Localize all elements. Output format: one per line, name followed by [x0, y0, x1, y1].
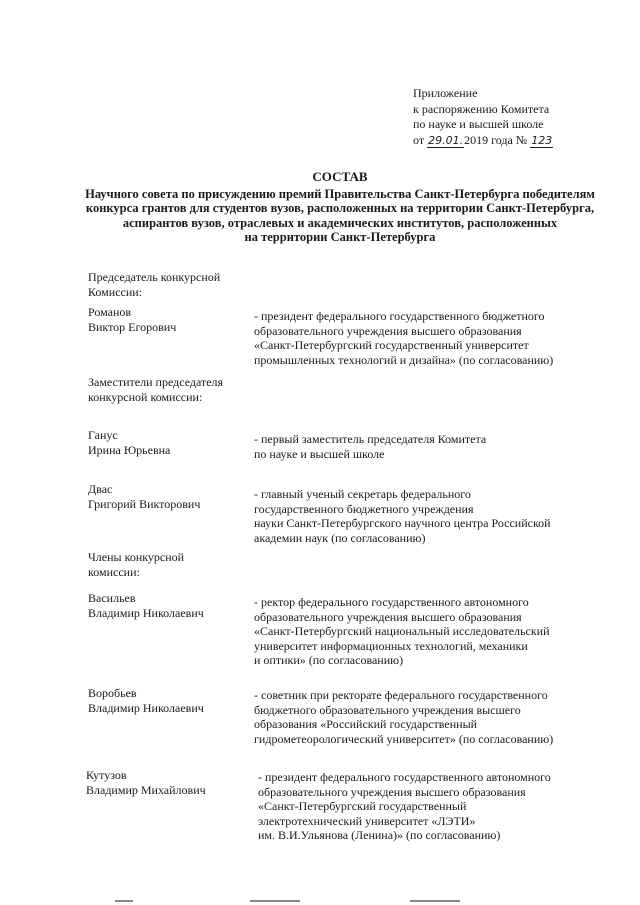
date-prefix: от	[413, 132, 425, 147]
member-description	[254, 487, 572, 545]
title-line: конкурса грантов для студентов вузов, расположенных на территории Санкт-Петербурга,	[85, 201, 595, 215]
desc-line: образовательного учреждения высшего образования	[254, 609, 522, 624]
member-description	[254, 595, 572, 668]
member-name	[88, 591, 204, 620]
member-description	[258, 770, 572, 843]
desc-line: гидрометеорологический университет» (по согласованию)	[254, 731, 554, 746]
member-given-names: Владимир Николаевич	[88, 700, 204, 715]
title-line: на территории Санкт-Петербурга	[244, 230, 436, 244]
desc-line: промышленных технологий и дизайна» (по согласованию)	[254, 352, 554, 367]
desc-line: электротехнический университет «ЛЭТИ»	[258, 813, 476, 828]
desc-line: государственного бюджетного учреждения	[254, 501, 474, 516]
member-description	[254, 309, 572, 367]
member-name	[86, 768, 206, 797]
member-surname: Кутузов	[86, 768, 127, 782]
desc-line: «Санкт-Петербургский государственный университет	[254, 338, 529, 352]
desc-line: по науке и высшей школе	[254, 446, 385, 461]
desc-line: - первый заместитель председателя Комитета	[254, 432, 487, 446]
member-surname: Двас	[88, 482, 113, 496]
annex-line: по науке и высшей школе	[413, 117, 544, 131]
desc-line: науки Санкт-Петербургского научного центра Российской	[254, 516, 551, 530]
desc-line: образовательного учреждения высшего образования	[254, 323, 522, 338]
desc-line: бюджетного образовательного учреждения высшего	[254, 702, 521, 717]
member-name	[88, 482, 200, 511]
label-line: комиссии:	[88, 565, 140, 579]
desc-line: - ректор федерального государственного автономного	[254, 595, 529, 609]
date-suffix: 2019 года №	[464, 132, 528, 147]
annex-line: Приложение	[413, 86, 478, 100]
member-surname: Воробьев	[88, 686, 137, 700]
scan-artifact	[115, 900, 133, 902]
member-description	[254, 688, 572, 746]
desc-line: образования «Российский государственный	[254, 717, 478, 731]
section-label-deputies	[88, 375, 223, 405]
member-given-names: Ирина Юрьевна	[88, 442, 171, 457]
section-label-chair	[88, 270, 220, 300]
document-title	[60, 170, 620, 245]
scan-artifact	[250, 900, 300, 902]
member-given-names: Григорий Викторович	[88, 496, 201, 511]
scan-artifact	[410, 900, 460, 902]
handwritten-date: 29.01.	[428, 133, 464, 147]
desc-line: университет информационных технологий, механики	[254, 638, 528, 653]
title-heading: СОСТАВ	[312, 169, 368, 184]
annex-line: к распоряжению Комитета	[413, 101, 550, 116]
desc-line: - президент федерального государственного бюджетного	[254, 309, 545, 323]
desc-line: и оптики» (по согласованию)	[254, 653, 404, 667]
desc-line: им. В.И.Ульянова (Ленина)» (по согласованию)	[258, 828, 501, 842]
title-line: Научного совета по присуждению премий Правительства Санкт-Петербурга победителям	[85, 186, 595, 201]
section-label-members	[88, 550, 184, 580]
desc-line: «Санкт-Петербургский государственный	[258, 799, 467, 813]
desc-line: - главный ученый секретарь федерального	[254, 487, 471, 501]
annex-block	[413, 86, 613, 148]
member-given-names: Виктор Егорович	[88, 319, 177, 334]
desc-line: - советник при ректорате федерального государственного	[254, 688, 548, 702]
member-name	[88, 686, 204, 715]
desc-line: «Санкт-Петербургский национальный исследовательский	[254, 624, 550, 638]
desc-line: образовательного учреждения высшего образования	[258, 784, 526, 799]
label-line: Комиссии:	[88, 285, 143, 299]
member-surname: Васильев	[88, 591, 136, 605]
member-surname: Ганус	[88, 428, 118, 442]
handwritten-number: 123	[531, 133, 553, 147]
member-given-names: Владимир Михайлович	[86, 782, 206, 797]
label-line: конкурсной комиссии:	[88, 390, 203, 404]
member-description	[254, 432, 572, 461]
desc-line: академии наук (по согласованию)	[254, 530, 426, 545]
label-line: Заместители председателя	[88, 375, 224, 389]
member-given-names: Владимир Николаевич	[88, 605, 204, 620]
annex-date-line	[413, 133, 613, 149]
member-surname: Романов	[88, 305, 132, 319]
label-line: Члены конкурсной	[88, 550, 185, 564]
title-line: аспирантов вузов, отраслевых и академических институтов, расположенных	[122, 215, 558, 230]
desc-line: - президент федерального государственного автономного	[258, 770, 551, 784]
member-name	[88, 305, 176, 334]
member-name	[88, 428, 170, 457]
label-line: Председатель конкурсной	[88, 270, 221, 284]
